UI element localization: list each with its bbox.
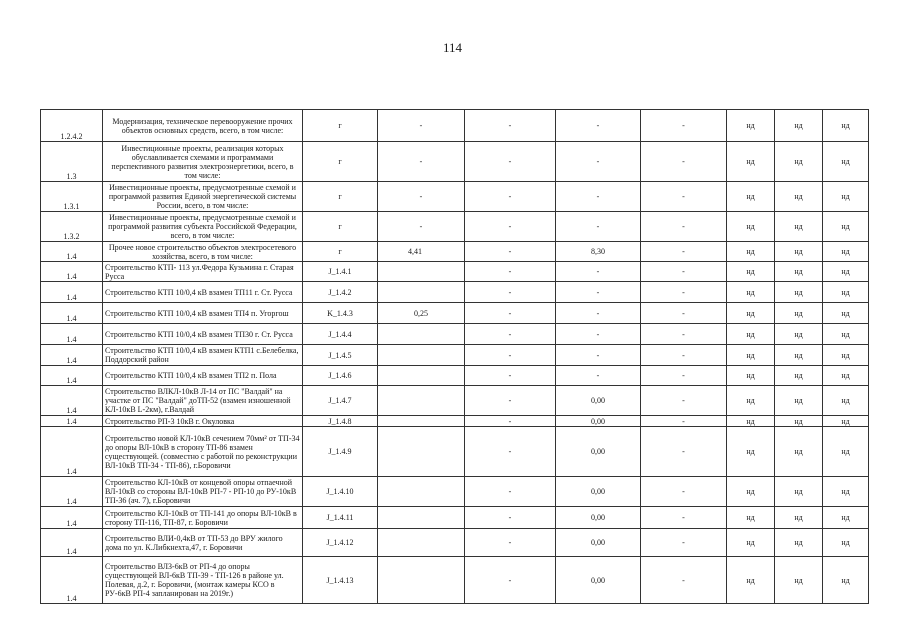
row-nd-1: нд	[727, 110, 775, 142]
row-number: 1.4	[41, 529, 103, 557]
row-value-2: -	[465, 182, 556, 212]
row-value-3: 0,00	[556, 507, 641, 529]
row-nd-1: нд	[727, 345, 775, 366]
table-row	[41, 262, 869, 282]
row-value-3: 0,00	[556, 386, 641, 416]
row-name: Строительство ВЛИ-0,4кВ от ТП-53 до ВРУ жилого дома по ул. К.Либкнехта,47, г. Боровичи	[103, 529, 303, 557]
row-value-1	[378, 366, 465, 386]
row-nd-3: нд	[823, 142, 869, 182]
row-value-4: -	[641, 212, 727, 242]
row-name: Строительство КТП 10/0,4 кВ взамен КТП1 с.Белебелка, Поддорский район	[103, 345, 303, 366]
row-id: J_1.4.12	[303, 529, 378, 557]
row-value-3: -	[556, 366, 641, 386]
row-value-2: -	[465, 557, 556, 604]
row-nd-3: нд	[823, 427, 869, 477]
row-value-2: -	[465, 507, 556, 529]
row-value-3: 0,00	[556, 477, 641, 507]
row-value-2: -	[465, 242, 556, 262]
row-name: Прочее новое строительство объектов электросетевого хозяйства, всего, в том числе:	[103, 242, 303, 262]
row-value-2: -	[465, 427, 556, 477]
row-value-4: -	[641, 366, 727, 386]
row-nd-3: нд	[823, 110, 869, 142]
row-value-2: -	[465, 282, 556, 303]
row-name: Инвестиционные проекты, реализация которых обуславливается схемами и программами перспективного развития электроэнергетики, всего, в том числе:	[103, 142, 303, 182]
row-nd-2: нд	[775, 427, 823, 477]
table-row	[41, 416, 869, 427]
row-number: 1.4	[41, 557, 103, 604]
row-value-1: -	[378, 182, 465, 212]
row-nd-2: нд	[775, 142, 823, 182]
row-name: Строительство ВЛКЛ-10кВ Л-14 от ПС "Валдай" на участке от ПС "Валдай" доТП-52 (взамен изношенной КЛ-10кВ L-2км), г.Валдай	[103, 386, 303, 416]
row-value-1	[378, 427, 465, 477]
row-value-3: -	[556, 142, 641, 182]
row-id: J_1.4.9	[303, 427, 378, 477]
row-nd-2: нд	[775, 182, 823, 212]
row-id: г	[303, 182, 378, 212]
row-name: Строительство КТП- 113 ул.Федора Кузьмина г. Старая Русса	[103, 262, 303, 282]
row-id: J_1.4.5	[303, 345, 378, 366]
row-value-4: -	[641, 110, 727, 142]
row-value-2: -	[465, 386, 556, 416]
row-value-2: -	[465, 477, 556, 507]
row-value-3: 0,00	[556, 416, 641, 427]
row-nd-1: нд	[727, 386, 775, 416]
row-id: г	[303, 142, 378, 182]
row-nd-3: нд	[823, 345, 869, 366]
row-value-4: -	[641, 142, 727, 182]
row-nd-3: нд	[823, 507, 869, 529]
row-nd-2: нд	[775, 212, 823, 242]
row-value-4: -	[641, 345, 727, 366]
row-value-4: -	[641, 557, 727, 604]
row-id: K_1.4.3	[303, 303, 378, 324]
row-nd-1: нд	[727, 262, 775, 282]
table-row	[41, 303, 869, 324]
row-nd-1: нд	[727, 212, 775, 242]
row-nd-3: нд	[823, 477, 869, 507]
row-nd-1: нд	[727, 366, 775, 386]
row-id: J_1.4.11	[303, 507, 378, 529]
row-nd-3: нд	[823, 366, 869, 386]
investment-table	[40, 109, 869, 604]
row-nd-2: нд	[775, 303, 823, 324]
row-value-4: -	[641, 303, 727, 324]
row-value-3: -	[556, 212, 641, 242]
row-nd-3: нд	[823, 324, 869, 345]
row-nd-1: нд	[727, 303, 775, 324]
row-value-4: -	[641, 477, 727, 507]
row-name: Строительство новой КЛ-10кВ сечением 70мм² от ТП-34 до опоры ВЛ-10кВ в сторону ТП-86 взамен существующей. (совместно с работой по реконструкции ВЛ-10кВ ТП-34 - ТП-86), г.Боровичи	[103, 427, 303, 477]
page-number: 114	[442, 40, 463, 55]
row-value-4: -	[641, 427, 727, 477]
row-nd-3: нд	[823, 212, 869, 242]
row-id: J_1.4.6	[303, 366, 378, 386]
row-nd-2: нд	[775, 110, 823, 142]
row-number: 1.2.4.2	[41, 110, 103, 142]
row-id: г	[303, 212, 378, 242]
row-value-3: -	[556, 303, 641, 324]
row-nd-3: нд	[823, 557, 869, 604]
row-nd-2: нд	[775, 366, 823, 386]
row-number: 1.3.1	[41, 182, 103, 212]
row-value-4: -	[641, 324, 727, 345]
row-name: Строительство ВЛЗ-6кВ от РП-4 до опоры существующей ВЛ-6кВ ТП-39 - ТП-126 в районе ул. Полевая, д.2, г. Боровичи, (монтаж камеры КСО в РУ-6кВ РП-4 запланирован на 2019г.)	[103, 557, 303, 604]
row-value-3: -	[556, 262, 641, 282]
row-number: 1.4	[41, 366, 103, 386]
row-value-2: -	[465, 303, 556, 324]
row-value-4: -	[641, 282, 727, 303]
row-value-2: -	[465, 324, 556, 345]
row-value-1: 4,41	[378, 242, 465, 262]
row-value-4: -	[641, 242, 727, 262]
row-name: Строительство КТП 10/0,4 кВ взамен ТП30 г. Ст. Русса	[103, 324, 303, 345]
row-name: Модернизация, техническое перевооружение прочих объектов основных средств, всего, в том числе:	[103, 110, 303, 142]
row-value-4: -	[641, 416, 727, 427]
row-nd-1: нд	[727, 416, 775, 427]
row-nd-3: нд	[823, 262, 869, 282]
row-number: 1.4	[41, 242, 103, 262]
table-row	[41, 386, 869, 416]
row-value-3: 8,30	[556, 242, 641, 262]
row-value-3: -	[556, 110, 641, 142]
row-value-1	[378, 386, 465, 416]
row-id: г	[303, 110, 378, 142]
table-row	[41, 142, 869, 182]
row-id: J_1.4.1	[303, 262, 378, 282]
row-id: J_1.4.7	[303, 386, 378, 416]
table-row	[41, 324, 869, 345]
table-row	[41, 477, 869, 507]
row-nd-2: нд	[775, 557, 823, 604]
row-number: 1.4	[41, 386, 103, 416]
row-number: 1.3	[41, 142, 103, 182]
row-value-2: -	[465, 345, 556, 366]
row-nd-2: нд	[775, 529, 823, 557]
row-number: 1.4	[41, 416, 103, 427]
row-nd-1: нд	[727, 477, 775, 507]
row-value-2: -	[465, 110, 556, 142]
row-value-2: -	[465, 212, 556, 242]
row-value-3: -	[556, 324, 641, 345]
table-row	[41, 366, 869, 386]
row-value-4: -	[641, 262, 727, 282]
row-nd-3: нд	[823, 303, 869, 324]
row-id: J_1.4.4	[303, 324, 378, 345]
row-value-1	[378, 324, 465, 345]
row-value-1	[378, 477, 465, 507]
row-nd-2: нд	[775, 324, 823, 345]
row-value-2: -	[465, 416, 556, 427]
row-value-1: -	[378, 110, 465, 142]
table-row	[41, 557, 869, 604]
row-value-1	[378, 282, 465, 303]
row-value-1: -	[378, 212, 465, 242]
row-value-2: -	[465, 262, 556, 282]
table-body	[41, 110, 869, 604]
row-value-2: -	[465, 366, 556, 386]
row-value-1	[378, 557, 465, 604]
row-nd-2: нд	[775, 386, 823, 416]
table-row	[41, 282, 869, 303]
row-number: 1.4	[41, 303, 103, 324]
row-name: Строительство КЛ-10кВ от ТП-141 до опоры ВЛ-10кВ в сторону ТП-116, ТП-87, г. Боровичи	[103, 507, 303, 529]
row-number: 1.4	[41, 507, 103, 529]
row-name: Строительство КТП 10/0,4 кВ взамен ТП4 п. Угоргош	[103, 303, 303, 324]
row-nd-3: нд	[823, 182, 869, 212]
row-nd-2: нд	[775, 262, 823, 282]
row-nd-3: нд	[823, 416, 869, 427]
row-nd-3: нд	[823, 282, 869, 303]
row-nd-2: нд	[775, 345, 823, 366]
row-value-3: 0,00	[556, 427, 641, 477]
row-nd-2: нд	[775, 242, 823, 262]
row-nd-3: нд	[823, 386, 869, 416]
table-row	[41, 182, 869, 212]
row-number: 1.4	[41, 324, 103, 345]
row-id: г	[303, 242, 378, 262]
row-nd-2: нд	[775, 507, 823, 529]
row-number: 1.3.2	[41, 212, 103, 242]
row-value-3: -	[556, 182, 641, 212]
row-number: 1.4	[41, 477, 103, 507]
row-value-1	[378, 507, 465, 529]
row-nd-1: нд	[727, 142, 775, 182]
row-nd-1: нд	[727, 529, 775, 557]
row-value-1	[378, 529, 465, 557]
row-number: 1.4	[41, 427, 103, 477]
row-nd-3: нд	[823, 529, 869, 557]
table-row	[41, 110, 869, 142]
row-name: Строительство КЛ-10кВ от концевой опоры отпаечной ВЛ-10кВ со стороны ВЛ-10кВ РП-7 - РП-10 до РУ-10кВ ТП-36 (ач. 7), г.Боровичи	[103, 477, 303, 507]
row-nd-1: нд	[727, 427, 775, 477]
row-value-3: 0,00	[556, 557, 641, 604]
row-nd-1: нд	[727, 557, 775, 604]
table-row	[41, 427, 869, 477]
row-value-1	[378, 262, 465, 282]
table-row	[41, 507, 869, 529]
row-name: Строительство КТП 10/0,4 кВ взамен ТП11 г. Ст. Русса	[103, 282, 303, 303]
row-value-3: -	[556, 345, 641, 366]
row-id: J_1.4.2	[303, 282, 378, 303]
row-value-3: 0,00	[556, 529, 641, 557]
table-row	[41, 345, 869, 366]
row-value-4: -	[641, 182, 727, 212]
table-row	[41, 529, 869, 557]
row-value-1: -	[378, 142, 465, 182]
row-nd-1: нд	[727, 324, 775, 345]
row-id: J_1.4.10	[303, 477, 378, 507]
row-id: J_1.4.8	[303, 416, 378, 427]
row-nd-1: нд	[727, 182, 775, 212]
row-name: Строительство РП-3 10кВ г. Окуловка	[103, 416, 303, 427]
row-number: 1.4	[41, 345, 103, 366]
row-name: Строительство КТП 10/0,4 кВ взамен ТП2 п. Пола	[103, 366, 303, 386]
row-value-4: -	[641, 507, 727, 529]
row-nd-1: нд	[727, 242, 775, 262]
row-nd-2: нд	[775, 477, 823, 507]
row-nd-1: нд	[727, 507, 775, 529]
row-name: Инвестиционные проекты, предусмотренные схемой и программой развития Единой энергетической системы России, всего, в том числе:	[103, 182, 303, 212]
row-value-2: -	[465, 529, 556, 557]
row-value-4: -	[641, 529, 727, 557]
row-id: J_1.4.13	[303, 557, 378, 604]
row-value-4: -	[641, 386, 727, 416]
row-value-1: 0,25	[378, 303, 465, 324]
table-row	[41, 242, 869, 262]
row-number: 1.4	[41, 282, 103, 303]
row-value-1	[378, 345, 465, 366]
row-value-2: -	[465, 142, 556, 182]
row-value-1	[378, 416, 465, 427]
row-nd-2: нд	[775, 282, 823, 303]
row-number: 1.4	[41, 262, 103, 282]
row-value-3: -	[556, 282, 641, 303]
row-nd-3: нд	[823, 242, 869, 262]
table-row	[41, 212, 869, 242]
row-name: Инвестиционные проекты, предусмотренные схемой и программой развития субъекта Российской Федерации, всего, в том числе:	[103, 212, 303, 242]
row-nd-1: нд	[727, 282, 775, 303]
row-nd-2: нд	[775, 416, 823, 427]
